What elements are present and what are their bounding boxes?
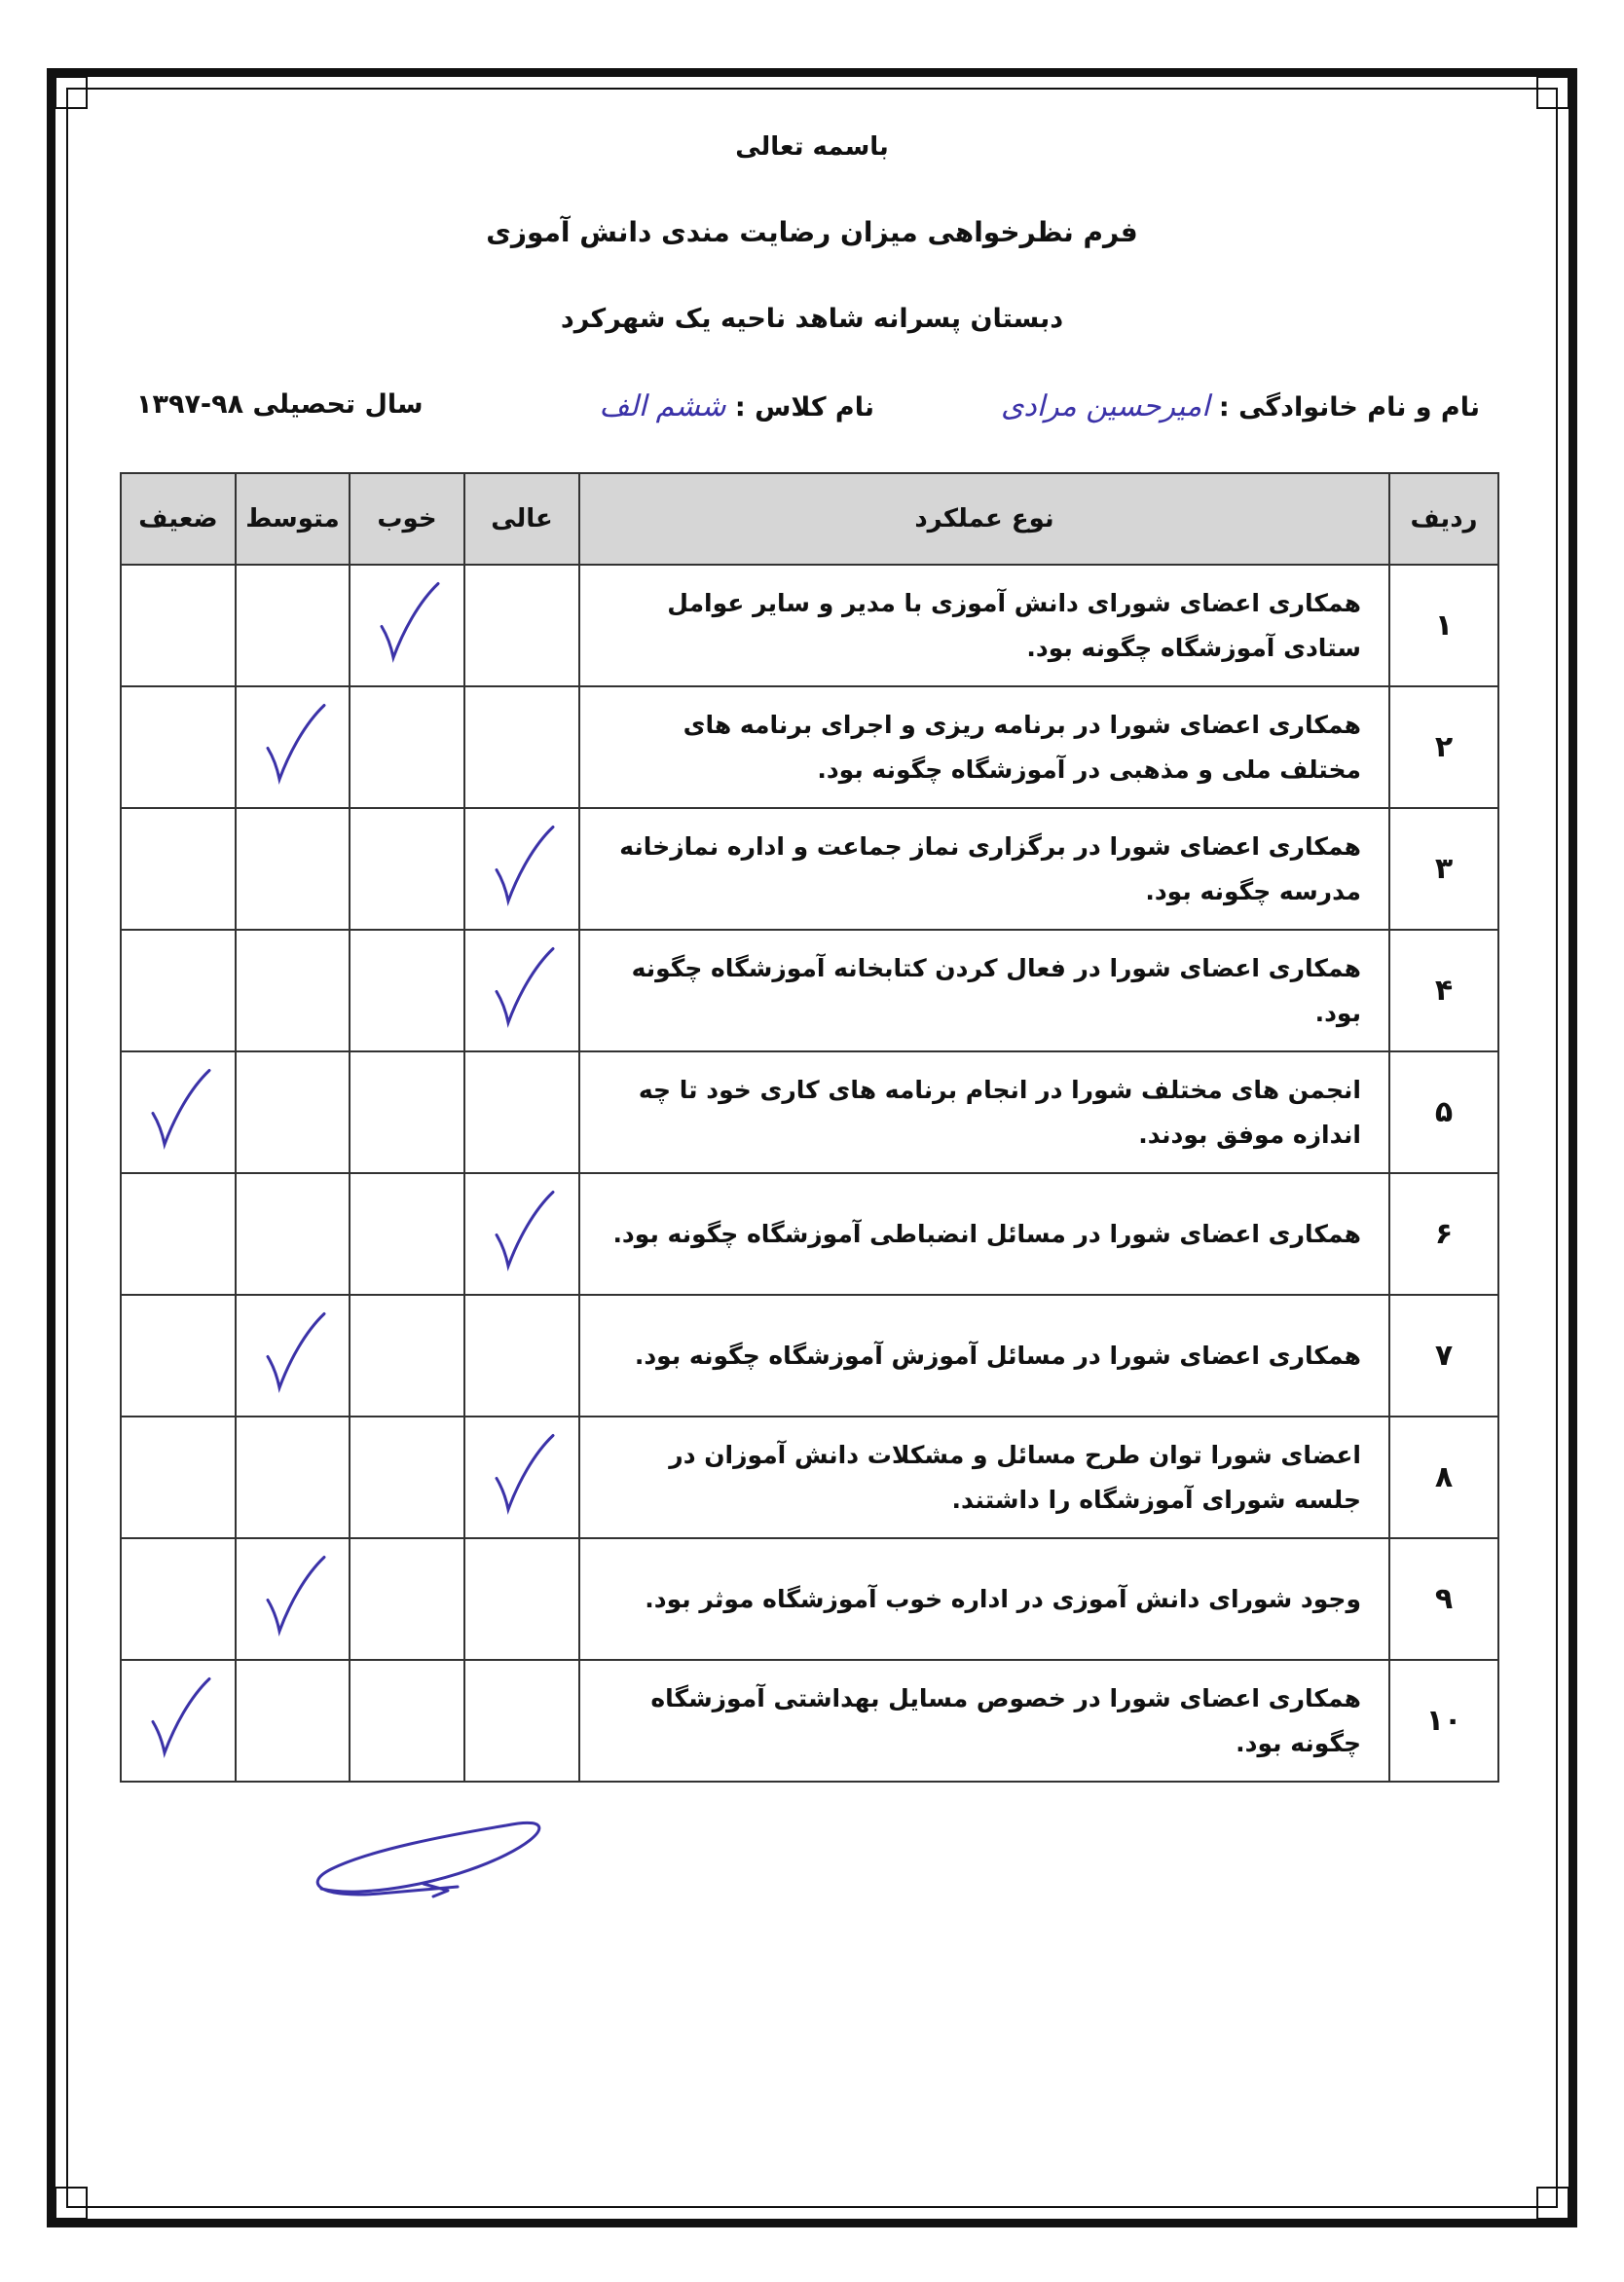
table-row bbox=[121, 1417, 1498, 1538]
table-row bbox=[121, 930, 1498, 1051]
evaluation-table bbox=[120, 472, 1499, 1783]
row-number: ۲ bbox=[1389, 686, 1498, 808]
signature-icon bbox=[302, 1811, 565, 1918]
rating-cell[interactable] bbox=[464, 1538, 579, 1660]
checkmark-icon bbox=[483, 821, 561, 908]
class-label: نام کلاس : bbox=[734, 392, 874, 423]
rating-cell[interactable] bbox=[350, 1173, 464, 1295]
corner-ornament bbox=[55, 76, 88, 109]
row-number: ۹ bbox=[1389, 1538, 1498, 1660]
rating-cell[interactable] bbox=[121, 1295, 236, 1417]
student-name-field bbox=[1001, 389, 1480, 423]
rating-cell[interactable] bbox=[464, 1051, 579, 1173]
rating-cell[interactable] bbox=[121, 1173, 236, 1295]
rating-cell[interactable] bbox=[121, 565, 236, 686]
table-row bbox=[121, 808, 1498, 930]
header-average: متوسط bbox=[236, 473, 350, 565]
rating-cell[interactable] bbox=[350, 686, 464, 808]
checkmark-icon bbox=[483, 1186, 561, 1273]
row-number: ۷ bbox=[1389, 1295, 1498, 1417]
class-field bbox=[600, 389, 874, 423]
row-number: ۱ bbox=[1389, 565, 1498, 686]
rating-cell[interactable] bbox=[350, 1660, 464, 1782]
question-text: همکاری اعضای شورا در فعال کردن کتابخانه آموزشگاه چگونه بود. bbox=[579, 930, 1389, 1051]
rating-cell[interactable] bbox=[236, 686, 350, 808]
header-good: خوب bbox=[350, 473, 464, 565]
row-number: ۶ bbox=[1389, 1173, 1498, 1295]
corner-ornament bbox=[1536, 2187, 1569, 2220]
row-number: ۴ bbox=[1389, 930, 1498, 1051]
checkmark-icon bbox=[139, 1064, 217, 1152]
checkmark-icon bbox=[368, 577, 446, 665]
rating-cell[interactable] bbox=[350, 1417, 464, 1538]
table-row bbox=[121, 1538, 1498, 1660]
school-name: دبستان پسرانه شاهد ناحیه یک شهرکرد bbox=[560, 304, 1064, 334]
row-number: ۸ bbox=[1389, 1417, 1498, 1538]
question-text: همکاری اعضای شورا در مسائل آموزش آموزشگاه چگونه بود. bbox=[579, 1295, 1389, 1417]
rating-cell[interactable] bbox=[350, 930, 464, 1051]
rating-cell[interactable] bbox=[121, 808, 236, 930]
rating-cell[interactable] bbox=[464, 565, 579, 686]
rating-cell[interactable] bbox=[236, 1173, 350, 1295]
rating-cell[interactable] bbox=[236, 565, 350, 686]
checkmark-icon bbox=[483, 1429, 561, 1517]
checkmark-icon bbox=[254, 699, 332, 787]
row-number: ۳ bbox=[1389, 808, 1498, 930]
rating-cell[interactable] bbox=[464, 1295, 579, 1417]
corner-ornament bbox=[1536, 76, 1569, 109]
corner-ornament bbox=[55, 2187, 88, 2220]
rating-cell[interactable] bbox=[236, 1417, 350, 1538]
rating-cell[interactable] bbox=[236, 1051, 350, 1173]
question-text: همکاری اعضای شورا در برنامه ریزی و اجرای برنامه های مختلف ملی و مذهبی در آموزشگاه چگونه بود. bbox=[579, 686, 1389, 808]
rating-cell[interactable] bbox=[350, 565, 464, 686]
page-heading: باسمه تعالی bbox=[735, 132, 889, 162]
checkmark-icon bbox=[483, 942, 561, 1030]
table-row bbox=[121, 565, 1498, 686]
question-text: وجود شورای دانش آموزی در اداره خوب آموزشگاه موثر بود. bbox=[579, 1538, 1389, 1660]
question-text: انجمن های مختلف شورا در انجام برنامه های کاری خود تا چه اندازه موفق بودند. bbox=[579, 1051, 1389, 1173]
rating-cell[interactable] bbox=[350, 1051, 464, 1173]
rating-cell[interactable] bbox=[464, 686, 579, 808]
rating-cell[interactable] bbox=[236, 1295, 350, 1417]
rating-cell[interactable] bbox=[121, 686, 236, 808]
rating-cell[interactable] bbox=[236, 930, 350, 1051]
rating-cell[interactable] bbox=[464, 1173, 579, 1295]
class-value: ششم الف bbox=[599, 389, 726, 423]
rating-cell[interactable] bbox=[464, 808, 579, 930]
header-performance: نوع عملکرد bbox=[579, 473, 1389, 565]
question-text: همکاری اعضای شورا در برگزاری نماز جماعت و اداره نمازخانه مدرسه چگونه بود. bbox=[579, 808, 1389, 930]
rating-cell[interactable] bbox=[121, 1051, 236, 1173]
row-number: ۱۰ bbox=[1389, 1660, 1498, 1782]
rating-cell[interactable] bbox=[236, 1538, 350, 1660]
row-number: ۵ bbox=[1389, 1051, 1498, 1173]
table-row bbox=[121, 1051, 1498, 1173]
table-row bbox=[121, 686, 1498, 808]
question-text: اعضای شورا توان طرح مسائل و مشکلات دانش آموزان در جلسه شورای آموزشگاه را داشتند. bbox=[579, 1417, 1389, 1538]
rating-cell[interactable] bbox=[464, 930, 579, 1051]
header-excellent: عالی bbox=[464, 473, 579, 565]
table-row bbox=[121, 1295, 1498, 1417]
checkmark-icon bbox=[254, 1551, 332, 1638]
checkmark-icon bbox=[139, 1673, 217, 1760]
rating-cell[interactable] bbox=[121, 1538, 236, 1660]
checkmark-icon bbox=[254, 1307, 332, 1395]
table-row bbox=[121, 1173, 1498, 1295]
rating-cell[interactable] bbox=[350, 1538, 464, 1660]
question-text: همکاری اعضای شورا در خصوص مسایل بهداشتی آموزشگاه چگونه بود. bbox=[579, 1660, 1389, 1782]
table-row bbox=[121, 1660, 1498, 1782]
question-text: همکاری اعضای شورا در مسائل انضباطی آموزشگاه چگونه بود. bbox=[579, 1173, 1389, 1295]
header-row-number: ردیف bbox=[1389, 473, 1498, 565]
rating-cell[interactable] bbox=[350, 808, 464, 930]
table-header-row bbox=[121, 473, 1498, 565]
question-text: همکاری اعضای شورای دانش آموزی با مدیر و سایر عوامل ستادی آموزشگاه چگونه بود. bbox=[579, 565, 1389, 686]
rating-cell[interactable] bbox=[121, 1417, 236, 1538]
form-title: فرم نظرخواهی میزان رضایت مندی دانش آموزی bbox=[486, 216, 1138, 248]
academic-year: سال تحصیلی ۹۸-۱۳۹۷ bbox=[136, 389, 424, 420]
rating-cell[interactable] bbox=[350, 1295, 464, 1417]
rating-cell[interactable] bbox=[236, 808, 350, 930]
rating-cell[interactable] bbox=[121, 1660, 236, 1782]
rating-cell[interactable] bbox=[464, 1417, 579, 1538]
student-name-value: امیرحسین مرادی bbox=[1000, 389, 1210, 423]
rating-cell[interactable] bbox=[464, 1660, 579, 1782]
student-name-label: نام و نام خانوادگی : bbox=[1218, 392, 1480, 423]
header-weak: ضعیف bbox=[121, 473, 236, 565]
rating-cell[interactable] bbox=[236, 1660, 350, 1782]
rating-cell[interactable] bbox=[121, 930, 236, 1051]
